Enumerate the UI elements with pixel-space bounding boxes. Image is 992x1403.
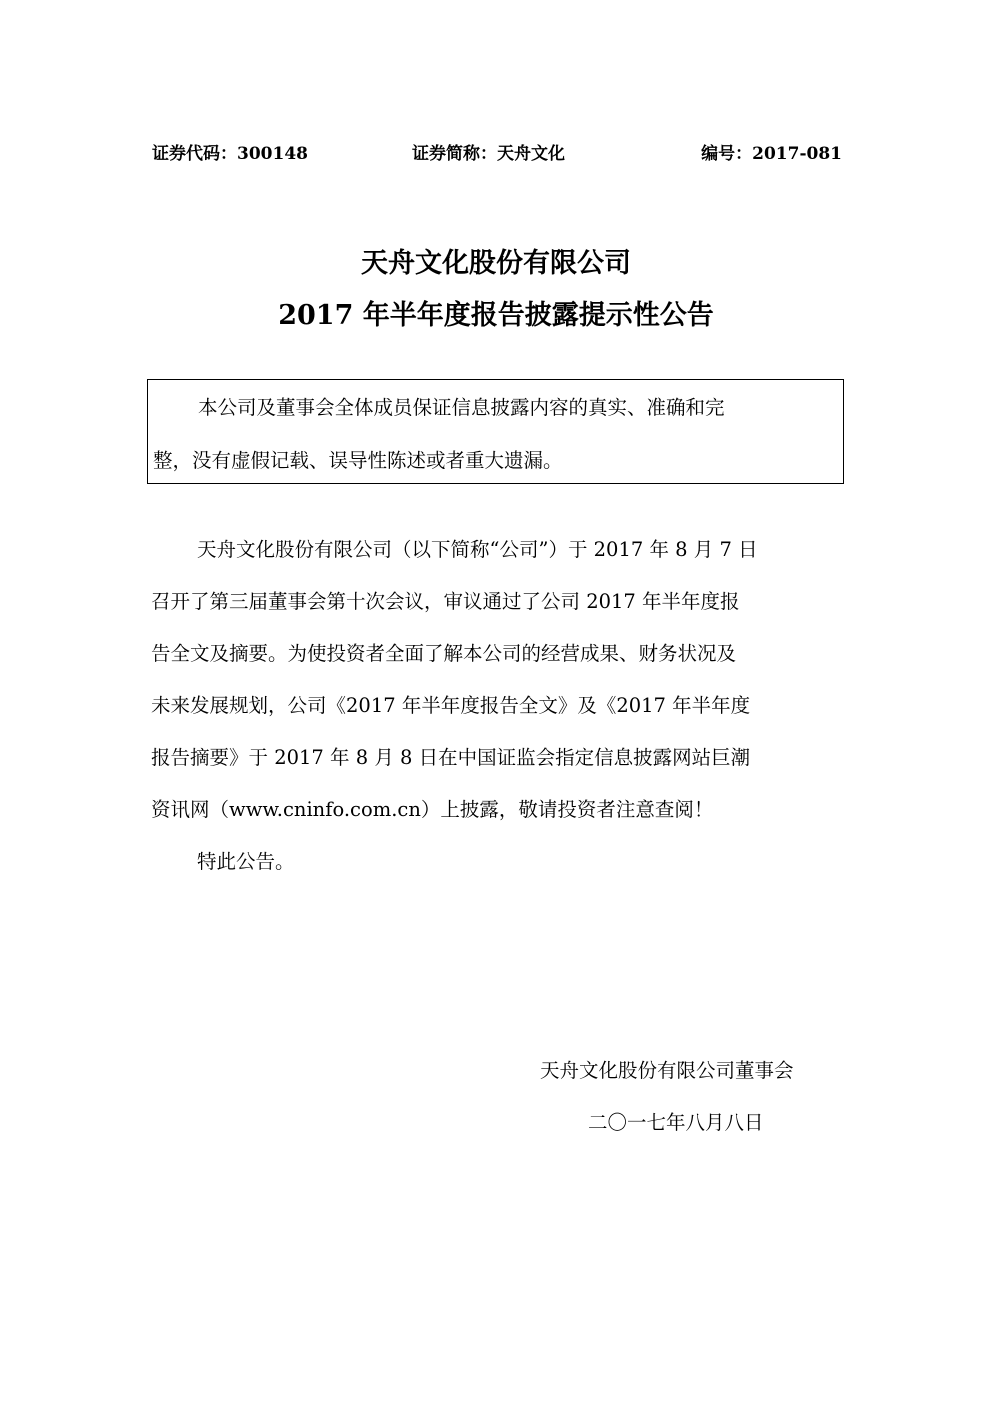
notice-line: 整，没有虚假记载、误导性陈述或者重大遗漏。 [153, 449, 563, 472]
securities-code: 证券代码：300148 [152, 144, 308, 164]
notice-line: 本公司及董事会全体成员保证信息披露内容的真实、准确和完 [198, 396, 725, 419]
signature-date: 二〇一七年八月八日 [588, 1111, 764, 1134]
title-announcement: 2017 年半年度报告披露提示性公告 [278, 300, 714, 331]
body-line: 未来发展规划，公司《2017 年半年度报告全文》及《2017 年半年度 [151, 694, 751, 717]
notice-box [147, 379, 844, 484]
body-line: 告全文及摘要。为使投资者全面了解本公司的经营成果、财务状况及 [151, 642, 737, 665]
body-line: 报告摘要》于 2017 年 8 月 8 日在中国证监会指定信息披露网站巨潮 [151, 746, 751, 769]
body-line: 资讯网（www.cninfo.com.cn）上披露，敬请投资者注意查阅！ [151, 798, 714, 821]
signature-company: 天舟文化股份有限公司董事会 [540, 1059, 794, 1082]
closing-remark: 特此公告。 [197, 850, 295, 873]
announcement-header [152, 140, 842, 168]
announcement-number: 编号：2017-081 [701, 144, 842, 164]
securities-short-name: 证券简称：天舟文化 [412, 144, 565, 164]
body-line: 天舟文化股份有限公司（以下简称“公司”）于 2017 年 8 月 7 日 [197, 538, 758, 561]
body-line: 召开了第三届董事会第十次会议，审议通过了公司 2017 年半年度报 [151, 590, 740, 613]
title-company: 天舟文化股份有限公司 [361, 248, 631, 279]
